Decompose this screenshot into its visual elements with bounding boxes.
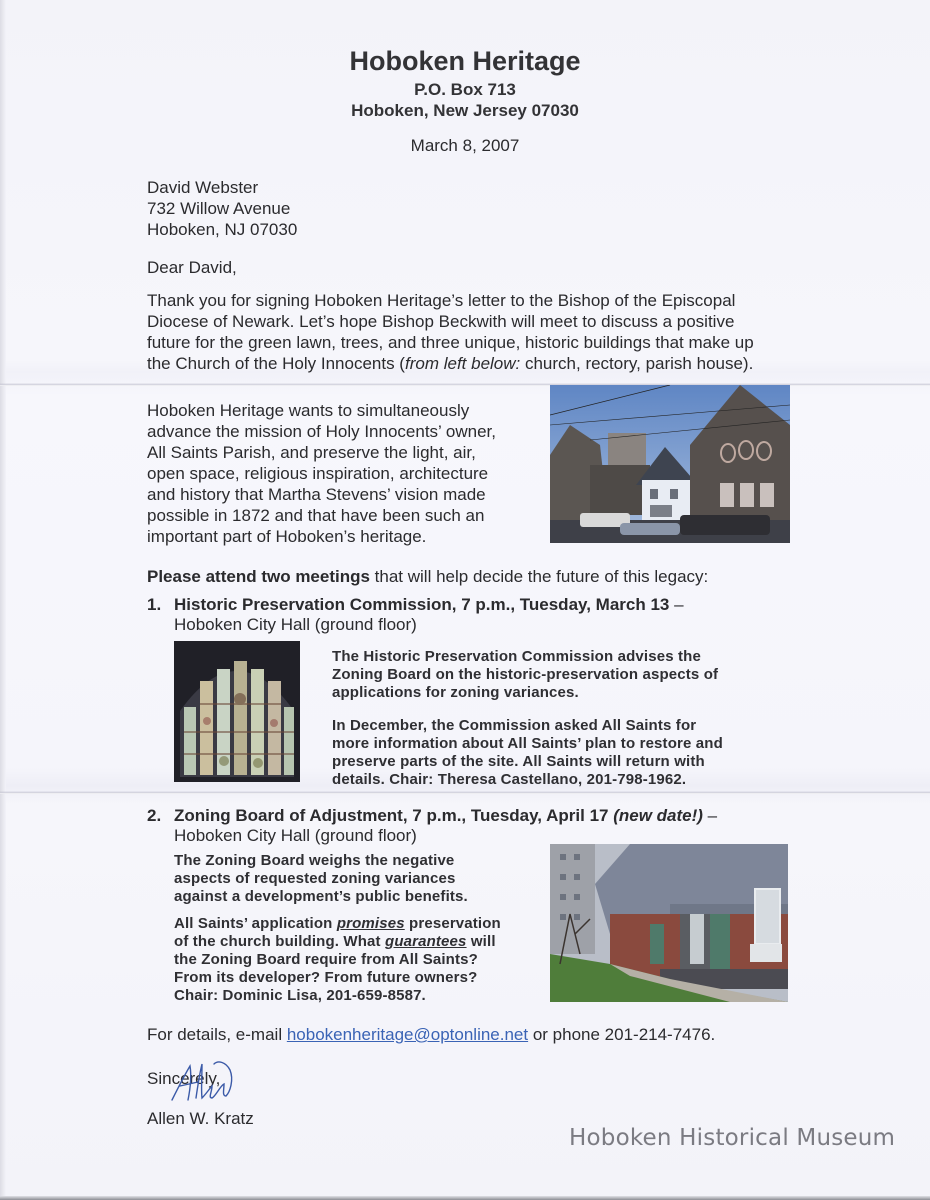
recipient-city: Hoboken, NJ 07030 [147,220,298,239]
emphasis-promises: promises [336,915,405,932]
email-link[interactable]: hobokenheritage@optonline.net [286,1025,529,1044]
description-line: aspects of requested zoning variances [174,870,456,887]
photo-church-complex [550,385,790,543]
recipient-name: David Webster [147,178,259,197]
intro-paragraph [147,290,807,374]
description-line: the Zoning Board require from All Saints? [174,951,478,968]
mission-line: and history that Martha Stevens’ vision made [147,485,486,504]
meeting-dash: – [702,806,718,825]
description-line: The Zoning Board weighs the negative [174,852,455,869]
meeting-number: 1. [147,595,162,614]
photo-parish-house-row [550,844,788,1002]
meeting-title: Zoning Board of Adjustment, 7 p.m., Tuesday, April 17 [174,806,614,825]
mission-line: important part of Hoboken’s heritage. [147,527,427,546]
description-line: against a development’s public benefits. [174,888,468,905]
letterhead-po-box: P.O. Box 713 [414,80,516,99]
meeting-2-description-2 [174,915,501,1005]
photo-stained-glass [174,641,300,782]
mission-paragraph [147,400,496,547]
letterhead-city: Hoboken, New Jersey 07030 [351,101,579,120]
mission-line: possible in 1872 and that have been such an [147,506,485,525]
description-text: preservation [404,915,501,932]
intro-text: church, rectory, parish house). [520,354,754,373]
new-date-note: (new date!) [613,806,703,825]
fold-line-lower [0,791,930,794]
meeting-number: 2. [147,806,162,825]
description-line: applications for zoning variances. [332,684,579,701]
museum-watermark: Hoboken Historical Museum [569,1125,896,1151]
contact-text: For details, e-mail [147,1025,287,1044]
attend-text: that will help decide the future of this legacy: [369,567,709,586]
closing: Sincerely, [147,1069,221,1088]
mission-line: open space, religious inspiration, architecture [147,464,489,483]
meeting-1-heading [147,594,684,615]
signature-icon [168,1058,238,1108]
meeting-2-heading [147,805,717,826]
description-line: In December, the Commission asked All Saints for [332,717,697,734]
parish-house-row-image [550,844,788,1002]
meeting-2-description-1 [174,852,468,906]
recipient-address [147,177,297,240]
emphasis-guarantees: guarantees [385,933,467,950]
attend-line [147,566,708,587]
description-line: Chair: Dominic Lisa, 201-659-8587. [174,987,426,1004]
church-complex-image [550,385,790,543]
meeting-2-location: Hoboken City Hall (ground floor) [174,826,417,845]
fold-line-upper [0,383,930,386]
page-left-edge [0,0,6,1200]
contact-text: or phone 201-214-7476. [528,1025,716,1044]
description-text: All Saints’ application [174,915,337,932]
attend-bold-text: Please attend two meetings [147,567,370,586]
description-line: more information about All Saints’ plan to restore and [332,735,723,752]
description-text: of the church building. What [174,933,385,950]
letter-date: March 8, 2007 [410,136,520,155]
description-line: The Historic Preservation Commission advises the [332,648,701,665]
description-line [174,933,501,951]
page-bottom-edge [0,1196,930,1200]
description-line [174,915,501,933]
intro-line: Thank you for signing Hoboken Heritage’s letter to the Bishop of the Episcopal [147,291,736,310]
description-line: details. Chair: Theresa Castellano, 201-798-1962. [332,771,687,788]
meeting-title: Historic Preservation Commission, 7 p.m., Tuesday, March 13 [174,595,670,614]
intro-line: Diocese of Newark. Let’s hope Bishop Beckwith will meet to discuss a positive [147,312,735,331]
meeting-1-location: Hoboken City Hall (ground floor) [174,615,417,634]
intro-line: future for the green lawn, trees, and three unique, historic buildings that make up [147,333,754,352]
intro-italic-text: from left below: [404,354,521,373]
intro-line [147,353,807,374]
meeting-dash: – [669,595,684,614]
mission-line: advance the mission of Holy Innocents’ owner, [147,422,497,441]
signer-name: Allen W. Kratz [147,1109,254,1128]
salutation: Dear David, [147,258,237,277]
description-line: From its developer? From future owners? [174,969,478,986]
recipient-street: 732 Willow Avenue [147,199,291,218]
description-line: Zoning Board on the historic-preservation aspects of [332,666,719,683]
stained-glass-image [174,641,300,782]
description-text: will [466,933,496,950]
contact-line [147,1024,715,1045]
letterhead-org-name: Hoboken Heritage [349,46,581,76]
intro-text: the Church of the Holy Innocents ( [147,354,405,373]
mission-line: All Saints Parish, and preserve the light, air, [147,443,476,462]
mission-line: Hoboken Heritage wants to simultaneously [147,401,470,420]
meeting-1-description-1 [332,648,718,702]
description-line: preserve parts of the site. All Saints will return with [332,753,705,770]
meeting-1-description-2 [332,717,723,789]
